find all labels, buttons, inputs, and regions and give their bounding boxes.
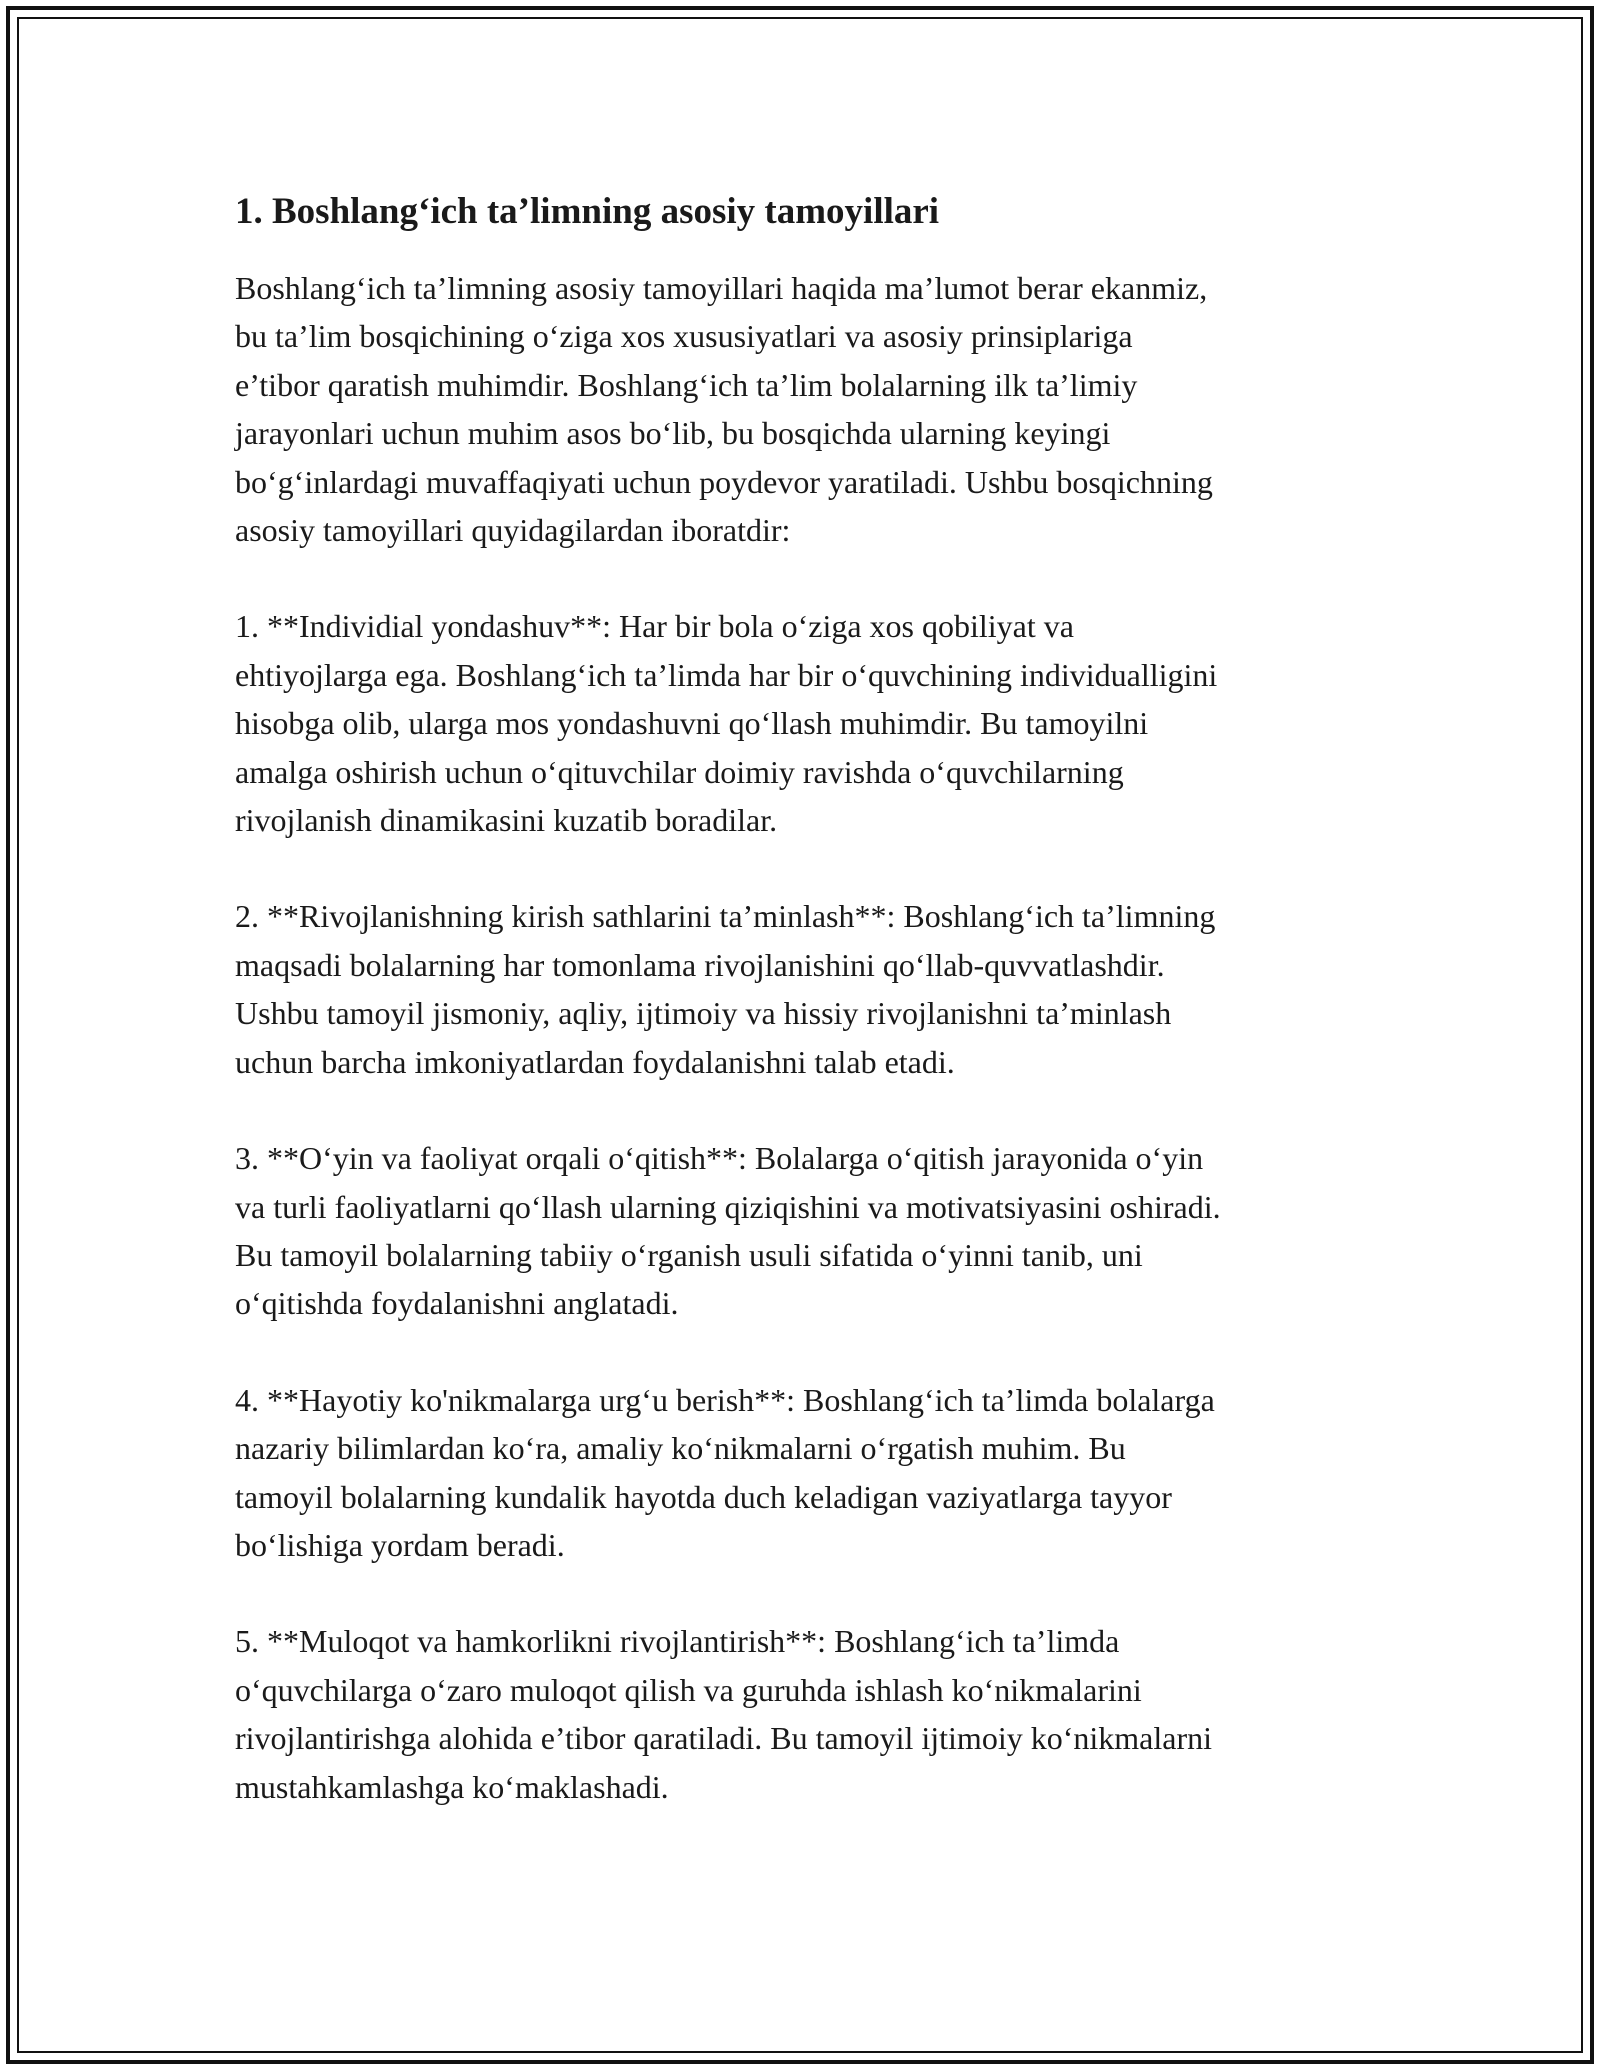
paragraph-intro: Boshlang‘ich ta’limning asosiy tamoyillari haqida ma’lumot berar ekanmiz, bu ta’lim bosqichining o‘ziga xos xususiyatlari va asosiy prinsiplariga e’tibor qaratish muhimdir. Boshlang‘ich ta’lim bolalarning ilk ta’limiy jarayonlari uchun muhim asos bo‘lib, bu bosqichda ularning keyingi bo‘g‘inlardagi muvaffaqiyati uchun poydevor yaratiladi. Ushbu bosqichning asosiy tamoyillari quyidagilardan iboratdir: — [235, 270, 1213, 549]
paragraph-principle-3: 3. **O‘yin va faoliyat orqali o‘qitish**: Bolalarga o‘qitish jarayonida o‘yin va turli faoliyatlarni qo‘llash ularning qiziqishini va motivatsiyasini oshiradi. Bu tamoyil bolalarning tabiiy o‘rganish usuli sifatida o‘yinni tanib, uni o‘qitishda foydalanishni anglatadi. — [235, 1140, 1221, 1322]
paragraph-principle-1: 1. **Individial yondashuv**: Har bir bola o‘ziga xos qobiliyat va ehtiyojlarga ega. Boshlang‘ich ta’limda har bir o‘quvchining individualligini hisobga olib, ularga mos yondashuvni qo‘llash muhimdir. Bu tamoyilni amalga oshirish uchun o‘qituvchilar doimiy ravishda o‘quvchilarning rivojlanish dinamikasini kuzatib boradilar. — [235, 608, 1218, 839]
document-body — [235, 186, 1385, 1859]
paragraph-principle-4: 4. **Hayotiy ko'nikmalarga urg‘u berish**: Boshlang‘ich ta’limda bolalarga nazariy bilimlardan ko‘ra, amaliy ko‘nikmalarni o‘rgatish muhim. Bu tamoyil bolalarning kundalik hayotda duch keladigan vaziyatlarga tayyor bo‘lishiga yordam beradi. — [235, 1381, 1215, 1563]
paragraph-principle-5: 5. **Muloqot va hamkorlikni rivojlantirish**: Boshlang‘ich ta’limda o‘quvchilarga o‘zaro muloqot qilish va guruhda ishlash ko‘nikmalarini rivojlantirishga alohida e’tibor qaratiladi. Bu tamoyil ijtimoiy ko‘nikmalarni mustahkamlashga ko‘maklashadi. — [235, 1623, 1212, 1805]
paragraph-principle-2: 2. **Rivojlanishning kirish sathlarini ta’minlash**: Boshlang‘ich ta’limning maqsadi bolalarning har tomonlama rivojlanishini qo‘llab-quvvatlashdir. Ushbu tamoyil jismoniy, aqliy, ijtimoiy va hissiy rivojlanishni ta’minlash uchun barcha imkoniyatlardan foydalanishni talab etadi. — [235, 898, 1216, 1080]
document-title: 1. Boshlang‘ich ta’limning asosiy tamoyillari — [235, 191, 940, 232]
